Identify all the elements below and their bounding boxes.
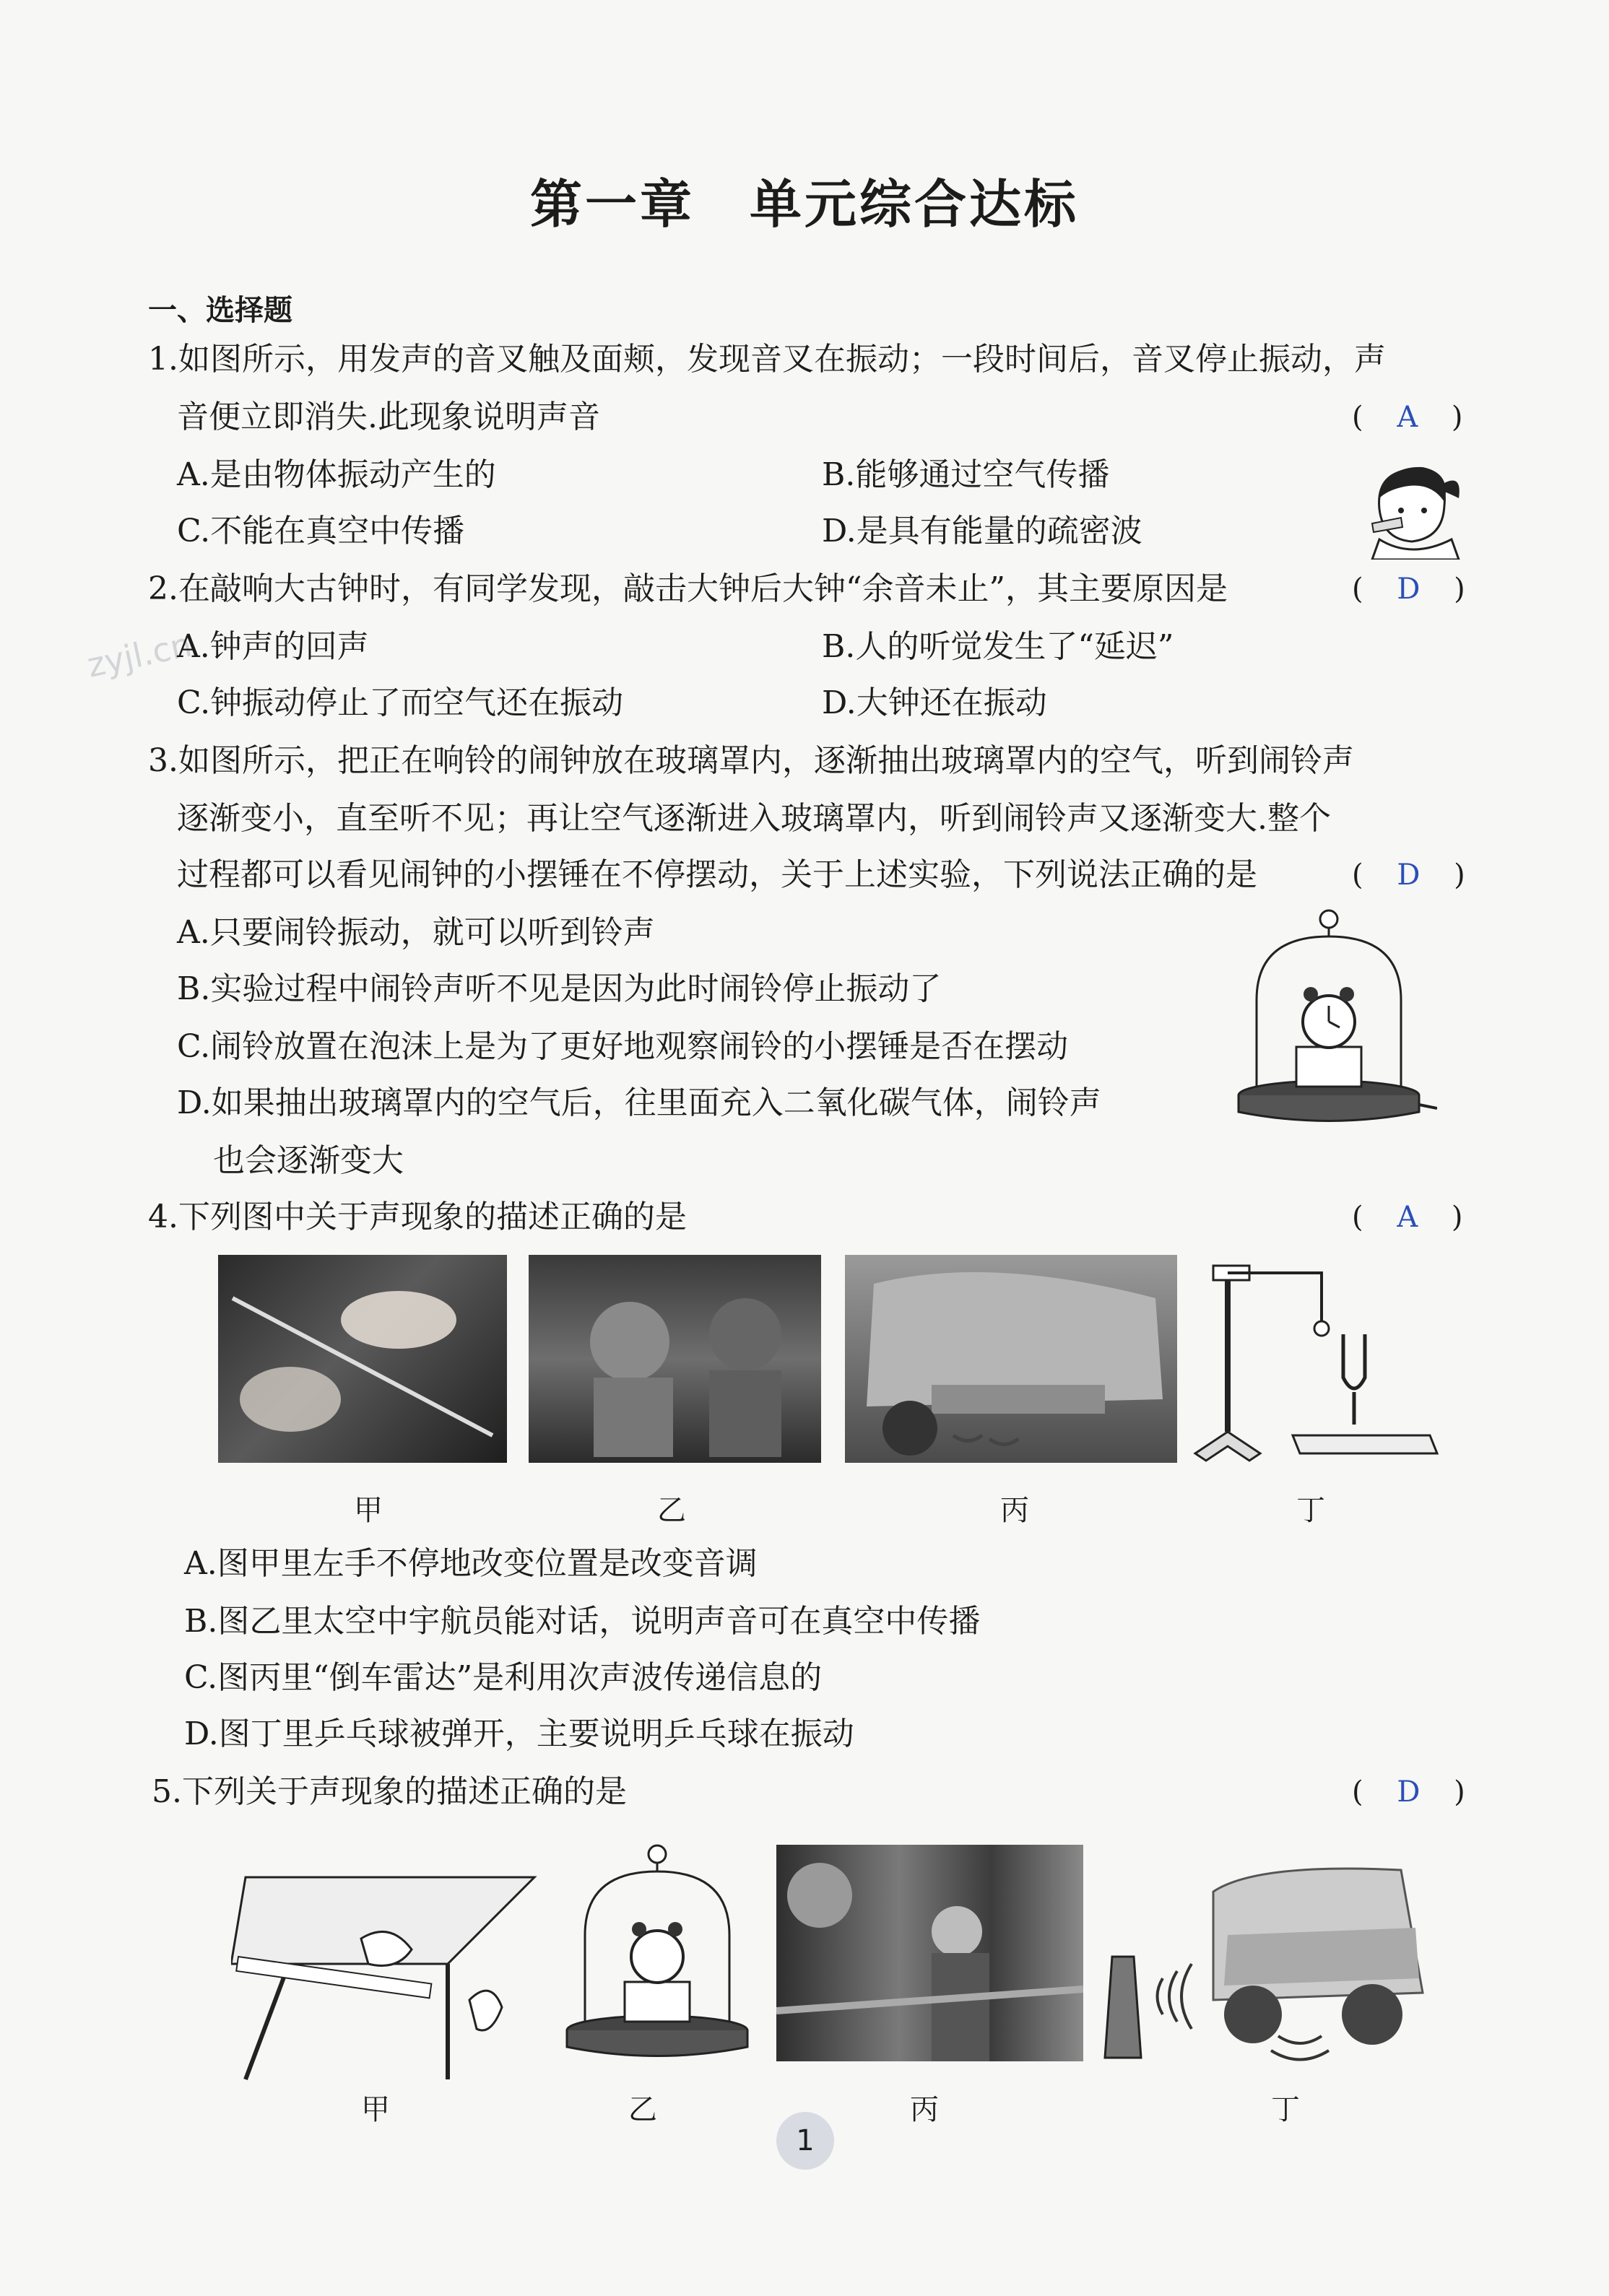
q5-caption-ding: 丁 <box>1271 2093 1300 2126</box>
q3-option-a: A.只要闹铃振动，就可以听到铃声 <box>177 914 655 951</box>
q2-option-d: D.大钟还在振动 <box>822 684 1047 721</box>
q3-line-2: 逐渐变小，直至听不见；再让空气逐渐进入玻璃罩内，听到闹铃声又逐渐变大.整个 <box>177 800 1331 837</box>
q1-answer-letter: A <box>1397 401 1418 434</box>
q2-option-c: C.钟振动停止了而空气还在振动 <box>177 684 624 721</box>
car-reversing-cone-illustration <box>1098 1848 1430 2065</box>
q3-option-d: D.如果抽出玻璃罩内的空气后，往里面充入二氧化碳气体，闹铃声 <box>177 1084 1101 1121</box>
q5-line-1: 5.下列关于声现象的描述正确的是 <box>152 1773 627 1810</box>
q1-option-c: C.不能在真空中传播 <box>177 513 465 549</box>
section-heading: 一、选择题 <box>148 294 292 327</box>
q4-caption-bing: 丙 <box>1000 1494 1029 1527</box>
q3-option-d-cont: 也会逐渐变大 <box>213 1142 404 1179</box>
q3-answer: ( D ) <box>1352 858 1465 892</box>
bell-jar-alarm-clock-illustration <box>1228 906 1437 1137</box>
q4-caption-jia: 甲 <box>354 1494 383 1527</box>
q5-bell-jar-illustration <box>556 1827 766 2087</box>
q5-caption-yi: 乙 <box>628 2093 657 2126</box>
q3-line-3: 过程都可以看见闹钟的小摆锤在不停摆动，关于上述实验，下列说法正确的是 <box>177 856 1257 893</box>
q3-option-c: C.闹铃放置在泡沫上是为了更好地观察闹铃的小摆锤是否在摆动 <box>177 1028 1069 1065</box>
q2-option-b: B.人的听觉发生了“延迟” <box>822 628 1174 665</box>
q2-line-1: 2.在敲响大古钟时，有同学发现，敲击大钟后大钟“余音未止”，其主要原因是 <box>148 570 1228 607</box>
tuning-fork-face-illustration <box>1358 458 1466 560</box>
q4-option-d: D.图丁里乒乓球被弹开，主要说明乒乓球在振动 <box>184 1716 854 1752</box>
q4-caption-yi: 乙 <box>657 1494 686 1527</box>
q2-answer-letter: D <box>1397 573 1421 606</box>
q4-answer-letter: A <box>1397 1201 1418 1234</box>
q4-option-b: B.图乙里太空中宇航员能对话，说明声音可在真空中传播 <box>184 1603 981 1640</box>
ruler-table-illustration <box>231 1870 549 2087</box>
reversing-radar-car-photo <box>845 1255 1177 1463</box>
q1-option-d: D.是具有能量的疏密波 <box>822 513 1142 549</box>
astronaut-photo <box>529 1255 821 1463</box>
factory-worker-photo <box>776 1845 1083 2061</box>
tuning-fork-pingpong-illustration <box>1192 1255 1452 1471</box>
q5-caption-jia: 甲 <box>361 2093 390 2126</box>
q5-answer: ( D ) <box>1352 1775 1465 1809</box>
q1-answer: ( A ) <box>1352 401 1463 434</box>
q5-answer-letter: D <box>1397 1775 1421 1809</box>
q4-answer: ( A ) <box>1352 1201 1463 1234</box>
q1-option-b: B.能够通过空气传播 <box>822 456 1110 493</box>
q3-option-b: B.实验过程中闹铃声听不见是因为此时闹铃停止振动了 <box>177 970 942 1007</box>
violin-photo <box>218 1255 507 1463</box>
q3-answer-letter: D <box>1397 858 1421 892</box>
q4-line-1: 4.下列图中关于声现象的描述正确的是 <box>148 1199 687 1235</box>
q4-option-c: C.图丙里“倒车雷达”是利用次声波传递信息的 <box>184 1659 823 1696</box>
q5-caption-bing: 丙 <box>910 2093 939 2126</box>
page-number: 1 <box>776 2112 834 2170</box>
q1-option-a: A.是由物体振动产生的 <box>177 456 496 493</box>
q2-answer: ( D ) <box>1352 573 1465 606</box>
q1-line-2: 音便立即消失.此现象说明声音 <box>177 399 600 435</box>
watermark: zyjl.cn <box>83 625 196 685</box>
page-title: 第一章 单元综合达标 <box>529 173 1079 235</box>
q4-option-a: A.图甲里左手不停地改变位置是改变音调 <box>184 1545 758 1582</box>
q2-option-a: A.钟声的回声 <box>177 628 369 665</box>
q4-caption-ding: 丁 <box>1296 1494 1325 1527</box>
q3-line-1: 3.如图所示，把正在响铃的闹钟放在玻璃罩内，逐渐抽出玻璃罩内的空气，听到闹铃声 <box>148 742 1354 779</box>
q1-line-1: 1.如图所示，用发声的音叉触及面颊，发现音叉在振动；一段时间后，音叉停止振动，声 <box>148 341 1386 378</box>
